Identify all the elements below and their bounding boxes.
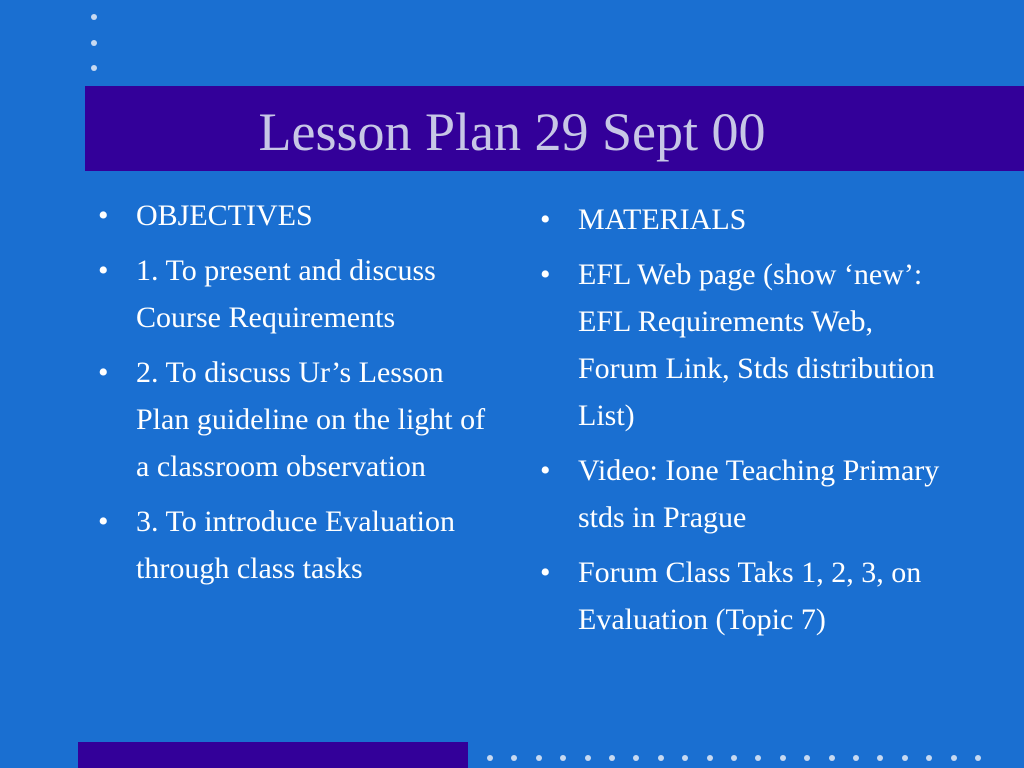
- decor-dot: [902, 755, 908, 761]
- decor-dot: [682, 755, 688, 761]
- list-item: [540, 251, 960, 439]
- list-item-text: 2. To discuss Ur’s Lesson Plan guideline on the light of a classroom observation: [136, 356, 486, 483]
- decor-dot: [560, 755, 566, 761]
- list-item: [540, 196, 960, 243]
- bullet-icon: •: [98, 356, 109, 389]
- decor-dot: [780, 755, 786, 761]
- objectives-list: [98, 192, 498, 600]
- bullet-icon: •: [540, 258, 551, 291]
- list-item: [540, 447, 960, 541]
- decor-dot: [804, 755, 810, 761]
- decor-dot: [755, 755, 761, 761]
- bullet-icon: •: [540, 203, 551, 236]
- decor-dot: [536, 755, 542, 761]
- decor-dot: [633, 755, 639, 761]
- decor-dot: [707, 755, 713, 761]
- list-item: [98, 349, 498, 490]
- list-item: [540, 549, 960, 643]
- decor-dot: [487, 755, 493, 761]
- slide-title: Lesson Plan 29 Sept 00: [258, 102, 766, 162]
- list-item: [98, 192, 498, 239]
- bullet-icon: •: [98, 254, 109, 287]
- decor-dot: [609, 755, 615, 761]
- list-item-text: EFL Web page (show ‘new’: EFL Requirements Web, Forum Link, Stds distribution List): [578, 258, 935, 432]
- bullet-icon: •: [540, 454, 551, 487]
- decor-dot: [877, 755, 883, 761]
- list-item-text: Video: Ione Teaching Primary stds in Prague: [578, 454, 940, 534]
- list-item: [98, 247, 498, 341]
- list-item-text: 1. To present and discuss Course Requirements: [136, 254, 436, 334]
- bottom-dots: [0, 755, 1024, 765]
- decor-dot-1: [91, 14, 97, 20]
- materials-list: [540, 196, 960, 651]
- decor-dot: [731, 755, 737, 761]
- decor-dot: [658, 755, 664, 761]
- list-item: [98, 498, 498, 592]
- decor-dot: [511, 755, 517, 761]
- bullet-icon: •: [98, 199, 109, 232]
- decor-dot: [585, 755, 591, 761]
- list-item-text: OBJECTIVES: [136, 199, 313, 232]
- list-item-text: Forum Class Taks 1, 2, 3, on Evaluation (Topic 7): [578, 556, 922, 636]
- bullet-icon: •: [540, 556, 551, 589]
- decor-dot: [829, 755, 835, 761]
- decor-dot: [951, 755, 957, 761]
- bullet-icon: •: [98, 505, 109, 538]
- decor-dot: [853, 755, 859, 761]
- decor-dot-3: [91, 65, 97, 71]
- list-item-text: 3. To introduce Evaluation through class tasks: [136, 505, 455, 585]
- decor-dot: [926, 755, 932, 761]
- list-item-text: MATERIALS: [578, 203, 747, 236]
- decor-dot: [975, 755, 981, 761]
- decor-dot-2: [91, 40, 97, 46]
